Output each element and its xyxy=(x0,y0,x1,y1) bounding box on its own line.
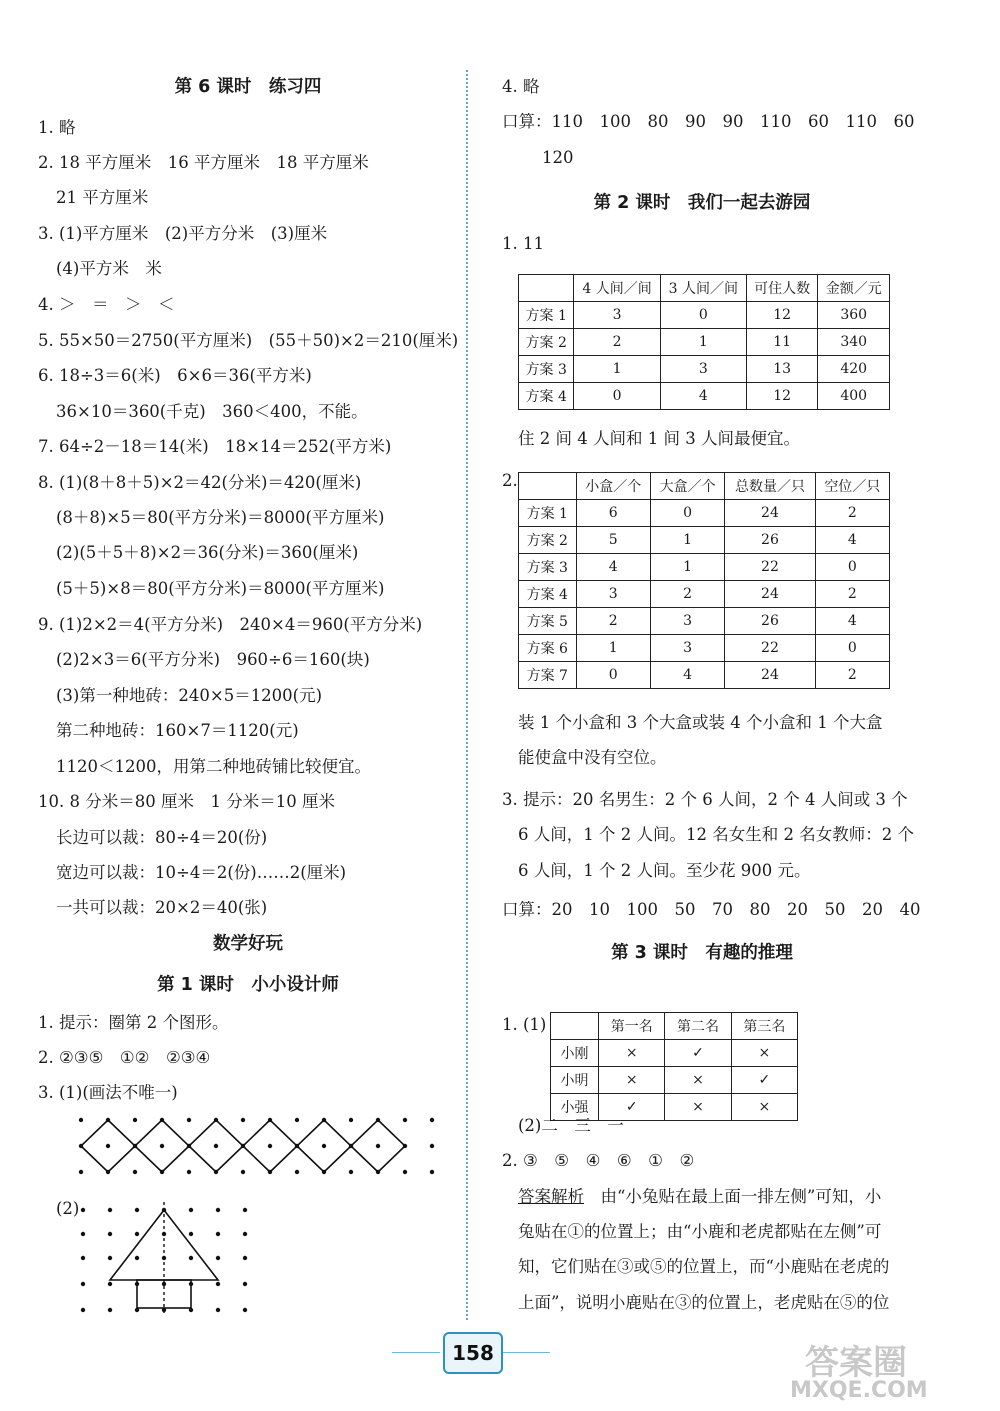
answer-line: 2. ③ ⑤ ④ ⑥ ① ② xyxy=(502,1151,695,1170)
box-table-cell: 1 xyxy=(576,635,650,662)
ranking-table-cell: 第一名 xyxy=(599,1013,665,1040)
lodging-table-header-row xyxy=(519,275,890,302)
box-table-cell: 方案 7 xyxy=(519,662,577,689)
grid-dot xyxy=(349,1118,353,1122)
box-table-cell: 0 xyxy=(815,635,889,662)
answer-line: 1. 略 xyxy=(38,118,76,137)
box-table-cell: 3 xyxy=(650,608,724,635)
grid-dot xyxy=(295,1118,299,1122)
grid-dot xyxy=(349,1170,353,1174)
lodging-table-cell: 340 xyxy=(818,329,890,356)
box-table-cell: 4 xyxy=(815,527,889,554)
ranking-table-cell: 第二名 xyxy=(665,1013,731,1040)
grid-dot xyxy=(295,1170,299,1174)
box-table-cell: 3 xyxy=(650,635,724,662)
box-table-row xyxy=(519,608,890,635)
lodging-table-cell: 4 xyxy=(660,383,746,410)
ranking-table-cell: 小刚 xyxy=(551,1040,599,1067)
answer-line: (2)(5＋5＋8)×2＝36(分米)＝360(厘米) xyxy=(56,543,359,562)
lodging-table-cell: 方案 4 xyxy=(519,383,574,410)
lodging-plan-table xyxy=(518,274,890,410)
grid-dot xyxy=(243,1282,247,1286)
grid-dots xyxy=(81,1208,247,1312)
lodging-table-cell: 3 xyxy=(574,302,660,329)
box-table-cell: 方案 3 xyxy=(519,554,577,581)
grid-dot xyxy=(108,1208,112,1212)
lodging-table-row xyxy=(519,302,890,329)
box-plan-table xyxy=(518,472,890,689)
box-table-cell: 空位／只 xyxy=(815,473,889,500)
ranking-table xyxy=(550,1012,798,1121)
ranking-table-cell: × xyxy=(665,1094,731,1121)
ranking-table-cell: × xyxy=(665,1067,731,1094)
grid-dot xyxy=(135,1208,139,1212)
lodging-table-cell: 3 xyxy=(660,356,746,383)
ranking-table-cell xyxy=(551,1013,599,1040)
answer-line: (4)平方米 米 xyxy=(56,259,162,278)
grid-dot xyxy=(268,1144,272,1148)
answer-line xyxy=(518,1186,881,1208)
box-table-cell: 5 xyxy=(576,527,650,554)
page-number: 158 xyxy=(443,1332,503,1374)
box-table-cell: 4 xyxy=(650,662,724,689)
answer-line: (2)2×3＝6(平方分米) 960÷6＝160(块) xyxy=(56,650,370,669)
ranking-table-cell: × xyxy=(731,1040,797,1067)
lodging-table-cell: 1 xyxy=(660,329,746,356)
box-table-cell: 总数量／只 xyxy=(725,473,815,500)
box-table-row xyxy=(519,527,890,554)
answer-line: 8. (1)(8＋8＋5)×2＝42(分米)＝420(厘米) xyxy=(38,473,362,492)
box-table-cell: 24 xyxy=(725,500,815,527)
box-table-cell: 2 xyxy=(576,608,650,635)
grid-dot xyxy=(81,1308,85,1312)
section-title-lesson1: 第 1 课时 小小设计师 xyxy=(157,975,339,995)
analysis-line: 知，它们贴在③或⑤的位置上，而“小鹿贴在老虎的 xyxy=(518,1257,890,1276)
lodging-table-cell: 0 xyxy=(574,383,660,410)
box-table-cell: 24 xyxy=(725,662,815,689)
grid-dot xyxy=(216,1256,220,1260)
grid-dot xyxy=(187,1118,191,1122)
ranking-table-cell: × xyxy=(599,1067,665,1094)
grid-dot xyxy=(322,1144,326,1148)
grid-dot xyxy=(216,1208,220,1212)
answer-line: 6. 18÷3＝6(米) 6×6＝36(平方米) xyxy=(38,366,312,385)
answer-line: (8＋8)×5＝80(平方分米)＝8000(平方厘米) xyxy=(56,508,385,527)
box-table-row xyxy=(519,500,890,527)
answer-line: (5＋5)×8＝80(平方分米)＝8000(平方厘米) xyxy=(56,579,385,598)
box-table-cell: 方案 6 xyxy=(519,635,577,662)
answer-line: 住 2 间 4 人间和 1 间 3 人间最便宜。 xyxy=(518,429,800,448)
grid-dot xyxy=(81,1232,85,1236)
box-table-cell: 0 xyxy=(576,662,650,689)
answer-line: 36×10＝360(千克) 360＜400，不能。 xyxy=(56,402,368,421)
box-table-cell: 2 xyxy=(815,581,889,608)
grid-dots xyxy=(79,1118,434,1174)
answer-line: 能使盒中没有空位。 xyxy=(518,748,667,767)
grid-dot xyxy=(108,1282,112,1286)
ranking-table-row xyxy=(551,1067,798,1094)
box-table-cell: 6 xyxy=(576,500,650,527)
grid-dot xyxy=(241,1170,245,1174)
grid-dot xyxy=(108,1232,112,1236)
grid-dot xyxy=(189,1232,193,1236)
lodging-table-cell: 360 xyxy=(818,302,890,329)
lodging-table-cell: 13 xyxy=(746,356,818,383)
box-table-row xyxy=(519,662,890,689)
box-table-cell: 方案 5 xyxy=(519,608,577,635)
answer-analysis-label: 答案解析 xyxy=(518,1187,584,1206)
answer-line: 1. 11 xyxy=(502,234,544,253)
grid-dot xyxy=(243,1256,247,1260)
lodging-table-cell: 3 人间／间 xyxy=(660,275,746,302)
box-table-cell: 26 xyxy=(725,608,815,635)
grid-dot xyxy=(376,1144,380,1148)
lodging-table-cell: 11 xyxy=(746,329,818,356)
grid-dot xyxy=(430,1144,434,1148)
lodging-table-cell: 方案 2 xyxy=(519,329,574,356)
answer-line: 6 人间，1 个 2 人间。至少花 900 元。 xyxy=(518,861,811,880)
grid-dot xyxy=(108,1308,112,1312)
box-table-cell: 方案 4 xyxy=(519,581,577,608)
box-table-cell xyxy=(519,473,577,500)
lodging-table-cell: 方案 1 xyxy=(519,302,574,329)
grid-dot xyxy=(81,1282,85,1286)
lodging-table-cell: 1 xyxy=(574,356,660,383)
answer-line: 3. 提示：20 名男生：2 个 6 人间，2 个 4 人间或 3 个 xyxy=(502,790,908,809)
mental-math-line: 口算：110 100 80 90 90 110 60 110 60 xyxy=(502,112,915,131)
grid-dot xyxy=(430,1118,434,1122)
grid-dot xyxy=(187,1170,191,1174)
answer-line: 6 人间，1 个 2 人间。12 名女生和 2 名女教师：2 个 xyxy=(518,825,914,844)
box-table-cell: 26 xyxy=(725,527,815,554)
ranking-table-cell: 小明 xyxy=(551,1067,599,1094)
box-table-row xyxy=(519,581,890,608)
grid-dot xyxy=(403,1170,407,1174)
dot-grid-house-figure xyxy=(78,1196,298,1321)
section-title-lesson6: 第 6 课时 练习四 xyxy=(174,77,322,97)
grid-dot xyxy=(216,1232,220,1236)
grid-dot xyxy=(81,1256,85,1260)
ranking-table-header-row xyxy=(551,1013,798,1040)
ranking-table-cell: × xyxy=(731,1094,797,1121)
grid-dot xyxy=(133,1118,137,1122)
ranking-table-cell: 第三名 xyxy=(731,1013,797,1040)
box-table-cell: 大盒／个 xyxy=(650,473,724,500)
answer-line: (3)第一种地砖：240×5＝1200(元) xyxy=(56,686,323,705)
answer-line: 1. (1) xyxy=(502,1015,547,1034)
grid-dot xyxy=(241,1118,245,1122)
ranking-table-cell: 小强 xyxy=(551,1094,599,1121)
ranking-table-cell: ✓ xyxy=(599,1094,665,1121)
footer-rule-right xyxy=(502,1352,550,1353)
answer-line: 21 平方厘米 xyxy=(56,188,149,207)
answer-line: 3. (1)(画法不唯一) xyxy=(38,1083,178,1102)
box-table-cell: 方案 1 xyxy=(519,500,577,527)
answer-line: 装 1 个小盒和 3 个大盒或装 4 个小盒和 1 个大盒 xyxy=(518,713,883,732)
grid-dot xyxy=(133,1170,137,1174)
answer-line: 3. (1)平方厘米 (2)平方分米 (3)厘米 xyxy=(38,224,328,243)
answer-line: 宽边可以裁：10÷4＝2(份)……2(厘米) xyxy=(56,863,347,882)
ranking-table-cell: ✓ xyxy=(731,1067,797,1094)
grid-dot xyxy=(243,1208,247,1212)
column-divider xyxy=(466,70,468,1320)
grid-dot xyxy=(430,1170,434,1174)
grid-dot xyxy=(106,1144,110,1148)
answer-line: 5. 55×50＝2750(平方厘米) (55＋50)×2＝210(厘米) xyxy=(38,331,459,350)
lodging-table-row xyxy=(519,329,890,356)
answer-line: 10. 8 分米＝80 厘米 1 分米＝10 厘米 xyxy=(38,792,335,811)
box-table-cell: 22 xyxy=(725,635,815,662)
mental-math-line: 120 xyxy=(542,148,574,167)
lodging-table-cell: 2 xyxy=(574,329,660,356)
box-table-cell: 1 xyxy=(650,527,724,554)
box-table-cell: 2 xyxy=(815,500,889,527)
grid-dot xyxy=(243,1232,247,1236)
box-table-cell: 2 xyxy=(650,581,724,608)
answer-line: 一共可以裁：20×2＝40(张) xyxy=(56,898,268,917)
grid-dot xyxy=(216,1282,220,1286)
answer-line: 1. 提示：圈第 2 个图形。 xyxy=(38,1013,229,1032)
grid-dot xyxy=(189,1208,193,1212)
box-table-header-row xyxy=(519,473,890,500)
box-table-cell: 24 xyxy=(725,581,815,608)
answer-line: (2) xyxy=(56,1199,80,1218)
diamond-chain-outline xyxy=(81,1120,405,1172)
lodging-table-cell: 方案 3 xyxy=(519,356,574,383)
box-table-cell: 4 xyxy=(576,554,650,581)
grid-dot xyxy=(214,1144,218,1148)
box-table-cell: 4 xyxy=(815,608,889,635)
lodging-table-row xyxy=(519,356,890,383)
answer-line: 2. ②③⑤ ①② ②③④ xyxy=(38,1048,211,1067)
lodging-table-cell: 420 xyxy=(818,356,890,383)
watermark-logo: 答案圈 xyxy=(805,1343,907,1383)
lodging-table-cell: 12 xyxy=(746,302,818,329)
box-table-cell: 1 xyxy=(650,554,724,581)
grid-dot xyxy=(216,1308,220,1312)
grid-dot xyxy=(243,1308,247,1312)
lodging-table-cell: 0 xyxy=(660,302,746,329)
ranking-table-row xyxy=(551,1040,798,1067)
analysis-line: 兔贴在①的位置上；由“小鹿和老虎都贴在左侧”可 xyxy=(518,1222,882,1241)
analysis-line: 上面”，说明小鹿贴在③的位置上，老虎贴在⑤的位 xyxy=(518,1293,890,1312)
answer-line: 2. 18 平方厘米 16 平方厘米 18 平方厘米 xyxy=(38,153,369,172)
footer-rule-left xyxy=(392,1352,440,1353)
section-title-lesson3: 第 3 课时 有趣的推理 xyxy=(611,943,793,963)
dot-grid-diamond-figure xyxy=(56,1112,456,1182)
box-table-row xyxy=(519,635,890,662)
answer-line: 长边可以裁：80÷4＝20(份) xyxy=(56,828,268,847)
box-table-row xyxy=(519,554,890,581)
box-table-cell: 2 xyxy=(815,662,889,689)
grid-dot xyxy=(135,1232,139,1236)
section-title-math-fun: 数学好玩 xyxy=(213,934,283,954)
lodging-table-cell xyxy=(519,275,574,302)
grid-dot xyxy=(160,1144,164,1148)
box-table-cell: 0 xyxy=(815,554,889,581)
ranking-table-cell: ✓ xyxy=(665,1040,731,1067)
answer-line: 4. 略 xyxy=(502,77,540,96)
box-table-cell: 小盒／个 xyxy=(576,473,650,500)
grid-dot xyxy=(135,1256,139,1260)
answer-line: 7. 64÷2－18＝14(米) 18×14＝252(平方米) xyxy=(38,437,392,456)
lodging-table-cell: 金额／元 xyxy=(818,275,890,302)
answer-line: 2. xyxy=(502,471,518,490)
watermark-url: MXQE.COM xyxy=(790,1378,928,1403)
grid-dot xyxy=(81,1208,85,1212)
grid-dot xyxy=(108,1256,112,1260)
grid-dot xyxy=(403,1118,407,1122)
grid-dot xyxy=(79,1170,83,1174)
grid-dot xyxy=(189,1256,193,1260)
section-title-lesson2: 第 2 课时 我们一起去游园 xyxy=(593,193,811,213)
box-table-cell: 22 xyxy=(725,554,815,581)
mental-math-line: 口算：20 10 100 50 70 80 20 50 20 40 xyxy=(502,900,921,919)
lodging-table-cell: 400 xyxy=(818,383,890,410)
lodging-table-cell: 可住人数 xyxy=(746,275,818,302)
lodging-table-cell: 12 xyxy=(746,383,818,410)
box-table-cell: 方案 2 xyxy=(519,527,577,554)
answer-line: 9. (1)2×2＝4(平方分米) 240×4＝960(平方分米) xyxy=(38,615,423,634)
answer-line: (2)二 三 一 xyxy=(518,1116,624,1135)
grid-dot xyxy=(79,1118,83,1122)
box-table-cell: 3 xyxy=(576,581,650,608)
ranking-table-cell: × xyxy=(599,1040,665,1067)
lodging-table-row xyxy=(519,383,890,410)
lodging-table-cell: 4 人间／间 xyxy=(574,275,660,302)
answer-line: 1120＜1200，用第二种地砖铺比较便宜。 xyxy=(56,757,371,776)
box-table-cell: 0 xyxy=(650,500,724,527)
answer-line: 4. ＞ ＝ ＞ ＜ xyxy=(38,295,175,314)
analysis-text: 由“小兔贴在最上面一排左侧”可知，小 xyxy=(584,1187,882,1206)
answer-line: 第二种地砖：160×7＝1120(元) xyxy=(56,721,299,740)
